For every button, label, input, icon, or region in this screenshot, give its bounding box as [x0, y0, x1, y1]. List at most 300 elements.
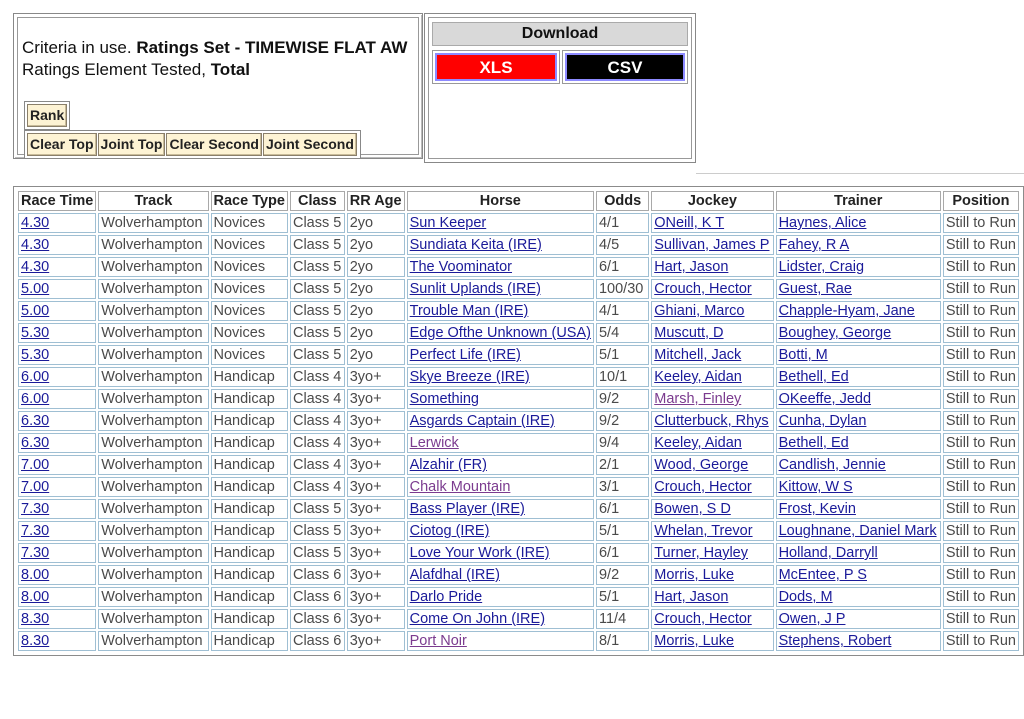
- position-cell: Still to Run: [943, 213, 1019, 233]
- class-cell: Class 5: [290, 257, 345, 277]
- criteria-element-label: Ratings Element Tested,: [22, 60, 211, 79]
- race-type-cell: Handicap: [211, 477, 288, 497]
- jockey-cell: [651, 477, 773, 497]
- odds-cell: 4/1: [596, 213, 649, 233]
- trainer-cell: [776, 235, 941, 255]
- jockey-cell: [651, 323, 773, 343]
- horse-link[interactable]: Lerwick: [409, 435, 459, 451]
- trainer-link[interactable]: Loughnane, Daniel Mark: [778, 523, 937, 539]
- odds-cell: 9/2: [596, 565, 649, 585]
- jockey-cell: [651, 455, 773, 475]
- odds-cell: 9/2: [596, 411, 649, 431]
- class-cell: Class 5: [290, 323, 345, 343]
- trainer-cell: [776, 279, 941, 299]
- position-cell: Still to Run: [943, 279, 1019, 299]
- table-row: [18, 433, 1019, 453]
- race-time-link[interactable]: 5.00: [21, 303, 50, 319]
- position-cell: Still to Run: [943, 587, 1019, 607]
- rr-age-cell: 3yo+: [347, 631, 405, 651]
- download-header: Download: [432, 22, 688, 46]
- csv-cell: [562, 50, 688, 84]
- position-cell: Still to Run: [943, 631, 1019, 651]
- race-type-cell: Novices: [211, 213, 288, 233]
- race-time-link[interactable]: 8.00: [21, 567, 50, 583]
- jockey-cell: [651, 235, 773, 255]
- class-cell: Class 4: [290, 433, 345, 453]
- jockey-cell: [651, 411, 773, 431]
- position-cell: Still to Run: [943, 565, 1019, 585]
- rr-age-cell: 2yo: [347, 257, 405, 277]
- position-cell: Still to Run: [943, 499, 1019, 519]
- horse-cell: [407, 587, 594, 607]
- rr-age-cell: 2yo: [347, 235, 405, 255]
- criteria-element-value: Total: [210, 60, 251, 79]
- rr-age-cell: 3yo+: [347, 565, 405, 585]
- jockey-link[interactable]: Keeley, Aidan: [654, 435, 742, 451]
- race-time-cell: [18, 433, 96, 453]
- joint-second-button[interactable]: Joint Second: [263, 133, 357, 156]
- horse-cell: [407, 367, 594, 387]
- horse-link[interactable]: Perfect Life (IRE): [409, 347, 521, 363]
- race-time-link[interactable]: 7.00: [21, 457, 50, 473]
- jockey-link[interactable]: Crouch, Hector: [654, 479, 752, 495]
- race-type-cell: Handicap: [211, 433, 288, 453]
- table-row: [18, 301, 1019, 321]
- race-type-cell: Novices: [211, 323, 288, 343]
- trainer-link[interactable]: Chapple-Hyam, Jane: [778, 303, 915, 319]
- rank-button[interactable]: Rank: [27, 104, 67, 127]
- rr-age-cell: 2yo: [347, 323, 405, 343]
- horse-link[interactable]: Sun Keeper: [409, 215, 487, 231]
- horse-cell: [407, 257, 594, 277]
- race-time-cell: [18, 609, 96, 629]
- trainer-link[interactable]: Bethell, Ed: [778, 369, 849, 385]
- class-cell: Class 6: [290, 587, 345, 607]
- col-rr-age-header: RR Age: [347, 191, 405, 211]
- horse-cell: [407, 565, 594, 585]
- criteria-ratings-set: [22, 38, 407, 58]
- rank-button-group: [24, 101, 70, 130]
- rr-age-cell: 3yo+: [347, 389, 405, 409]
- horse-link[interactable]: Skye Breeze (IRE): [409, 369, 530, 385]
- rr-age-cell: 3yo+: [347, 433, 405, 453]
- jockey-link[interactable]: Mitchell, Jack: [654, 347, 742, 363]
- race-time-link[interactable]: 4.30: [21, 259, 50, 275]
- jockey-cell: [651, 631, 773, 651]
- download-panel: [424, 13, 696, 163]
- horse-cell: [407, 433, 594, 453]
- criteria-element: [22, 60, 250, 80]
- race-time-link[interactable]: 5.30: [21, 347, 50, 363]
- jockey-link[interactable]: Sullivan, James P: [654, 237, 770, 253]
- jockey-link[interactable]: Crouch, Hector: [654, 281, 752, 297]
- race-time-cell: [18, 631, 96, 651]
- trainer-link[interactable]: Owen, J P: [778, 611, 846, 627]
- horse-cell: [407, 345, 594, 365]
- race-time-link[interactable]: 6.00: [21, 369, 50, 385]
- trainer-cell: [776, 477, 941, 497]
- track-cell: Wolverhampton: [98, 477, 208, 497]
- horse-cell: [407, 411, 594, 431]
- horse-link[interactable]: Edge Ofthe Unknown (USA): [409, 325, 591, 341]
- track-cell: Wolverhampton: [98, 389, 208, 409]
- class-cell: Class 4: [290, 389, 345, 409]
- race-time-link[interactable]: 4.30: [21, 215, 50, 231]
- track-cell: Wolverhampton: [98, 213, 208, 233]
- horse-link[interactable]: Alzahir (FR): [409, 457, 487, 473]
- horse-link[interactable]: The Voominator: [409, 259, 513, 275]
- position-cell: Still to Run: [943, 477, 1019, 497]
- horse-cell: [407, 301, 594, 321]
- class-cell: Class 6: [290, 565, 345, 585]
- trainer-link[interactable]: Kittow, W S: [778, 479, 853, 495]
- track-cell: Wolverhampton: [98, 587, 208, 607]
- trainer-link[interactable]: Holland, Darryll: [778, 545, 878, 561]
- position-cell: Still to Run: [943, 345, 1019, 365]
- race-type-cell: Handicap: [211, 543, 288, 563]
- rr-age-cell: 3yo+: [347, 455, 405, 475]
- race-time-link[interactable]: 7.30: [21, 545, 50, 561]
- rr-age-cell: 2yo: [347, 301, 405, 321]
- position-cell: Still to Run: [943, 367, 1019, 387]
- rr-age-cell: 3yo+: [347, 499, 405, 519]
- class-cell: Class 5: [290, 521, 345, 541]
- trainer-cell: [776, 609, 941, 629]
- race-time-cell: [18, 279, 96, 299]
- horse-link[interactable]: Come On John (IRE): [409, 611, 546, 627]
- horse-link[interactable]: Something: [409, 391, 479, 407]
- jockey-link[interactable]: ONeill, K T: [654, 215, 725, 231]
- col-class-header: Class: [290, 191, 345, 211]
- jockey-link[interactable]: Hart, Jason: [654, 259, 729, 275]
- race-time-link[interactable]: 6.30: [21, 435, 50, 451]
- position-cell: Still to Run: [943, 323, 1019, 343]
- horse-cell: [407, 543, 594, 563]
- class-cell: Class 5: [290, 543, 345, 563]
- race-type-cell: Handicap: [211, 455, 288, 475]
- horse-cell: [407, 455, 594, 475]
- horse-cell: [407, 213, 594, 233]
- clear-top-button[interactable]: Clear Top: [27, 133, 97, 156]
- race-time-link[interactable]: 6.00: [21, 391, 50, 407]
- position-cell: Still to Run: [943, 543, 1019, 563]
- rr-age-cell: 2yo: [347, 279, 405, 299]
- jockey-cell: [651, 257, 773, 277]
- odds-cell: 6/1: [596, 499, 649, 519]
- trainer-link[interactable]: Stephens, Robert: [778, 633, 892, 649]
- race-time-cell: [18, 455, 96, 475]
- table-row: [18, 323, 1019, 343]
- table-row: [18, 213, 1019, 233]
- trainer-cell: [776, 521, 941, 541]
- odds-cell: 6/1: [596, 543, 649, 563]
- jockey-link[interactable]: Muscutt, D: [654, 325, 724, 341]
- race-time-cell: [18, 411, 96, 431]
- trainer-cell: [776, 565, 941, 585]
- race-time-link[interactable]: 5.00: [21, 281, 50, 297]
- horse-link[interactable]: Alafdhal (IRE): [409, 567, 500, 583]
- trainer-cell: [776, 257, 941, 277]
- race-time-link[interactable]: 5.30: [21, 325, 50, 341]
- jockey-cell: [651, 565, 773, 585]
- criteria-panel: [13, 13, 423, 159]
- table-row: [18, 543, 1019, 563]
- race-type-cell: Novices: [211, 345, 288, 365]
- trainer-cell: [776, 433, 941, 453]
- track-cell: Wolverhampton: [98, 433, 208, 453]
- race-time-cell: [18, 235, 96, 255]
- trainer-link[interactable]: Boughey, George: [778, 325, 892, 341]
- race-time-cell: [18, 499, 96, 519]
- odds-cell: 3/1: [596, 477, 649, 497]
- trainer-cell: [776, 345, 941, 365]
- trainer-cell: [776, 411, 941, 431]
- class-cell: Class 6: [290, 609, 345, 629]
- table-header-row: [18, 191, 1019, 211]
- race-type-cell: Novices: [211, 279, 288, 299]
- odds-cell: 5/4: [596, 323, 649, 343]
- trainer-cell: [776, 367, 941, 387]
- race-type-cell: Novices: [211, 301, 288, 321]
- track-cell: Wolverhampton: [98, 411, 208, 431]
- trainer-cell: [776, 455, 941, 475]
- horse-link[interactable]: Darlo Pride: [409, 589, 483, 605]
- jockey-link[interactable]: Crouch, Hector: [654, 611, 752, 627]
- race-time-link[interactable]: 7.30: [21, 501, 50, 517]
- jockey-cell: [651, 367, 773, 387]
- class-cell: Class 4: [290, 367, 345, 387]
- trainer-link[interactable]: Dods, M: [778, 589, 833, 605]
- odds-cell: 10/1: [596, 367, 649, 387]
- criteria-panel-inner: [17, 17, 419, 155]
- rr-age-cell: 2yo: [347, 213, 405, 233]
- race-time-link[interactable]: 8.30: [21, 633, 50, 649]
- class-cell: Class 5: [290, 301, 345, 321]
- class-cell: Class 5: [290, 499, 345, 519]
- clear-second-button[interactable]: Clear Second: [166, 133, 261, 156]
- results-table: [16, 189, 1021, 653]
- race-type-cell: Novices: [211, 257, 288, 277]
- trainer-link[interactable]: Botti, M: [778, 347, 828, 363]
- class-cell: Class 5: [290, 235, 345, 255]
- odds-cell: 9/2: [596, 389, 649, 409]
- horse-link[interactable]: Chalk Mountain: [409, 479, 511, 495]
- odds-cell: 4/1: [596, 301, 649, 321]
- criteria-ratings-set-value: Ratings Set - TIMEWISE FLAT AW: [136, 38, 408, 57]
- trainer-link[interactable]: Cunha, Dylan: [778, 413, 867, 429]
- rr-age-cell: 2yo: [347, 345, 405, 365]
- race-time-link[interactable]: 7.30: [21, 523, 50, 539]
- race-time-cell: [18, 367, 96, 387]
- trainer-link[interactable]: Guest, Rae: [778, 281, 852, 297]
- track-cell: Wolverhampton: [98, 499, 208, 519]
- race-time-cell: [18, 389, 96, 409]
- rr-age-cell: 3yo+: [347, 411, 405, 431]
- xls-cell: [432, 50, 560, 84]
- filter-button-group: [24, 130, 361, 159]
- rr-age-cell: 3yo+: [347, 543, 405, 563]
- race-time-link[interactable]: 8.00: [21, 589, 50, 605]
- odds-cell: 8/1: [596, 631, 649, 651]
- trainer-link[interactable]: Candlish, Jennie: [778, 457, 886, 473]
- table-row: [18, 565, 1019, 585]
- race-time-link[interactable]: 7.00: [21, 479, 50, 495]
- criteria-label: Criteria in use.: [22, 38, 137, 57]
- download-panel-inner: [428, 17, 692, 159]
- track-cell: Wolverhampton: [98, 521, 208, 541]
- horse-link[interactable]: Bass Player (IRE): [409, 501, 525, 517]
- race-time-cell: [18, 477, 96, 497]
- trainer-cell: [776, 213, 941, 233]
- table-row: [18, 367, 1019, 387]
- track-cell: Wolverhampton: [98, 301, 208, 321]
- table-row: [18, 455, 1019, 475]
- horse-cell: [407, 631, 594, 651]
- download-csv-button[interactable]: CSV: [565, 53, 685, 81]
- jockey-link[interactable]: Bowen, S D: [654, 501, 731, 517]
- table-row: [18, 257, 1019, 277]
- track-cell: Wolverhampton: [98, 279, 208, 299]
- jockey-link[interactable]: Ghiani, Marco: [654, 303, 745, 319]
- table-row: [18, 499, 1019, 519]
- jockey-link[interactable]: Clutterbuck, Rhys: [654, 413, 769, 429]
- results-table-container: [13, 186, 1024, 656]
- horse-cell: [407, 477, 594, 497]
- jockey-cell: [651, 213, 773, 233]
- jockey-link[interactable]: Morris, Luke: [654, 633, 735, 649]
- track-cell: Wolverhampton: [98, 565, 208, 585]
- joint-top-button[interactable]: Joint Top: [98, 133, 166, 156]
- jockey-cell: [651, 389, 773, 409]
- jockey-link[interactable]: Whelan, Trevor: [654, 523, 753, 539]
- race-type-cell: Novices: [211, 235, 288, 255]
- race-type-cell: Handicap: [211, 499, 288, 519]
- race-type-cell: Handicap: [211, 565, 288, 585]
- position-cell: Still to Run: [943, 411, 1019, 431]
- rr-age-cell: 3yo+: [347, 609, 405, 629]
- trainer-cell: [776, 631, 941, 651]
- odds-cell: 6/1: [596, 257, 649, 277]
- race-type-cell: Handicap: [211, 411, 288, 431]
- position-cell: Still to Run: [943, 301, 1019, 321]
- trainer-cell: [776, 587, 941, 607]
- col-horse-header: Horse: [407, 191, 594, 211]
- position-cell: Still to Run: [943, 609, 1019, 629]
- trainer-link[interactable]: Frost, Kevin: [778, 501, 856, 517]
- horse-cell: [407, 389, 594, 409]
- table-body: [18, 213, 1019, 651]
- table-row: [18, 477, 1019, 497]
- jockey-link[interactable]: Morris, Luke: [654, 567, 735, 583]
- trainer-link[interactable]: McEntee, P S: [778, 567, 867, 583]
- col-race-type-header: Race Type: [211, 191, 288, 211]
- jockey-link[interactable]: Marsh, Finley: [654, 391, 742, 407]
- odds-cell: 100/30: [596, 279, 649, 299]
- position-cell: Still to Run: [943, 235, 1019, 255]
- horse-link[interactable]: Ciotog (IRE): [409, 523, 490, 539]
- class-cell: Class 5: [290, 345, 345, 365]
- odds-cell: 9/4: [596, 433, 649, 453]
- class-cell: Class 6: [290, 631, 345, 651]
- download-xls-button[interactable]: XLS: [435, 53, 557, 81]
- trainer-cell: [776, 389, 941, 409]
- jockey-cell: [651, 499, 773, 519]
- race-time-cell: [18, 257, 96, 277]
- trainer-link[interactable]: Fahey, R A: [778, 237, 850, 253]
- jockey-link[interactable]: Wood, George: [654, 457, 749, 473]
- race-time-cell: [18, 587, 96, 607]
- race-time-link[interactable]: 8.30: [21, 611, 50, 627]
- jockey-cell: [651, 521, 773, 541]
- jockey-link[interactable]: Hart, Jason: [654, 589, 729, 605]
- track-cell: Wolverhampton: [98, 455, 208, 475]
- col-position-header: Position: [943, 191, 1019, 211]
- race-time-link[interactable]: 4.30: [21, 237, 50, 253]
- track-cell: Wolverhampton: [98, 345, 208, 365]
- horse-link[interactable]: Trouble Man (IRE): [409, 303, 529, 319]
- horse-cell: [407, 609, 594, 629]
- odds-cell: 2/1: [596, 455, 649, 475]
- race-time-cell: [18, 323, 96, 343]
- trainer-link[interactable]: OKeeffe, Jedd: [778, 391, 872, 407]
- rr-age-cell: 3yo+: [347, 367, 405, 387]
- class-cell: Class 4: [290, 477, 345, 497]
- horse-link[interactable]: Port Noir: [409, 633, 467, 649]
- table-row: [18, 521, 1019, 541]
- trainer-link[interactable]: Bethell, Ed: [778, 435, 849, 451]
- trainer-cell: [776, 543, 941, 563]
- horse-link[interactable]: Love Your Work (IRE): [409, 545, 550, 561]
- track-cell: Wolverhampton: [98, 257, 208, 277]
- col-track-header: Track: [98, 191, 208, 211]
- track-cell: Wolverhampton: [98, 323, 208, 343]
- odds-cell: 5/1: [596, 345, 649, 365]
- horse-link[interactable]: Sunlit Uplands (IRE): [409, 281, 541, 297]
- race-time-link[interactable]: 6.30: [21, 413, 50, 429]
- jockey-cell: [651, 587, 773, 607]
- jockey-cell: [651, 433, 773, 453]
- col-jockey-header: Jockey: [651, 191, 773, 211]
- track-cell: Wolverhampton: [98, 609, 208, 629]
- race-type-cell: Handicap: [211, 631, 288, 651]
- table-row: [18, 235, 1019, 255]
- horse-link[interactable]: Asgards Captain (IRE): [409, 413, 555, 429]
- rr-age-cell: 3yo+: [347, 587, 405, 607]
- table-row: [18, 587, 1019, 607]
- class-cell: Class 5: [290, 213, 345, 233]
- table-row: [18, 345, 1019, 365]
- trainer-link[interactable]: Haynes, Alice: [778, 215, 867, 231]
- horse-link[interactable]: Sundiata Keita (IRE): [409, 237, 542, 253]
- track-cell: Wolverhampton: [98, 543, 208, 563]
- odds-cell: 5/1: [596, 587, 649, 607]
- horse-cell: [407, 235, 594, 255]
- horse-cell: [407, 279, 594, 299]
- race-time-cell: [18, 565, 96, 585]
- jockey-link[interactable]: Keeley, Aidan: [654, 369, 742, 385]
- jockey-link[interactable]: Turner, Hayley: [654, 545, 748, 561]
- track-cell: Wolverhampton: [98, 631, 208, 651]
- position-cell: Still to Run: [943, 455, 1019, 475]
- jockey-cell: [651, 279, 773, 299]
- trainer-link[interactable]: Lidster, Craig: [778, 259, 865, 275]
- horse-cell: [407, 499, 594, 519]
- race-time-cell: [18, 301, 96, 321]
- col-odds-header: Odds: [596, 191, 649, 211]
- race-type-cell: Handicap: [211, 367, 288, 387]
- trainer-cell: [776, 301, 941, 321]
- jockey-cell: [651, 345, 773, 365]
